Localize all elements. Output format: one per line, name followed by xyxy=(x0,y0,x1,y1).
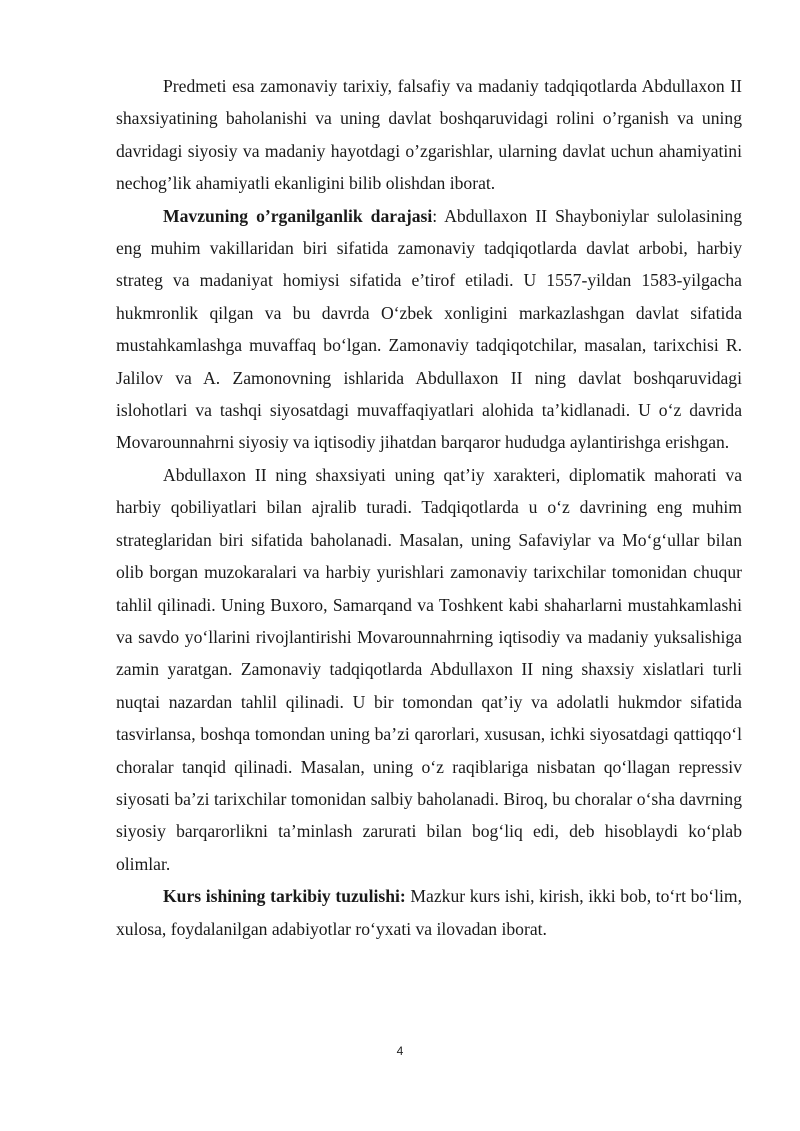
paragraph-research-degree xyxy=(116,200,742,459)
page-number: 4 xyxy=(396,1044,404,1058)
paragraph-personality xyxy=(116,459,742,880)
page-body xyxy=(116,70,742,945)
paragraph-text: : Abdullaxon II Shayboniylar sulolasining eng muhim vakillaridan biri sifatida zamonaviy tadqiqotlarda davlat arbobi, harbiy strateg va madaniyat homiysi sifatida e’tirof etiladi. U 1557-yildan 1583-yilgacha hukmronlik qilgan va bu davrda O‘zbek xonligini markazlashgan davlat sifatida mustahkamlashga muvaffaq bo‘lgan. Zamonaviy tadqiqotchilar, masalan, tarixchisi R. Jalilov va A. Zamonovning ishlarida Abdullaxon II ning davlat boshqaruvidagi islohotlari va tashqi siyosatdagi muvaffaqiyatlari alohida ta’kidlanadi. U o‘z davrida Movarounnahrni siyosiy va iqtisodiy jihatdan barqaror hududga aylantirishga erishgan. xyxy=(116,205,742,453)
paragraph-subject xyxy=(116,70,742,200)
section-heading-structure: Kurs ishining tarkibiy tuzulishi: xyxy=(163,886,406,907)
paragraph-text: Predmeti esa zamonaviy tarixiy, falsafiy va madaniy tadqiqotlarda Abdullaxon II shaxsiyatining baholanishi va uning davlat boshqaruvidagi rolini o’rganish va uning davridagi siyosiy va madaniy hayotdagi o’zgarishlar, ularning davlat uchun ahamiyatini nechog’lik ahamiyatli ekanligini bilib olishdan iborat. xyxy=(116,76,742,194)
section-heading-research-degree: Mavzuning o’rganilganlik darajasi xyxy=(163,205,433,226)
paragraph-structure xyxy=(116,880,742,945)
paragraph-text: Mazkur kurs ishi, kirish, ikki bob, to‘rt bo‘lim, xulosa, foydalanilgan adabiyotlar ro‘yxati va ilovadan iborat. xyxy=(116,886,742,939)
paragraph-text: Abdullaxon II ning shaxsiyati uning qat’iy xarakteri, diplomatik mahorati va harbiy qobiliyatlari bilan ajralib turadi. Tadqiqotlarda u o‘z davrining eng muhim strateglaridan biri sifatida baholanadi. Masalan, uning Safaviylar va Mo‘g‘ullar bilan olib borgan muzokaralari va harbiy yurishlari zamonaviy tarixchilar tomonidan chuqur tahlil qilinadi. Uning Buxoro, Samarqand va Toshkent kabi shaharlarni mustahkamlashi va savdo yo‘llarini rivojlantirishi Movarounnahrning iqtisodiy va madaniy yuksalishiga zamin yaratgan. Zamonaviy tadqiqotlarda Abdullaxon II ning shaxsiy xislatlari turli nuqtai nazardan tahlil qilinadi. U bir tomondan qat’iy va adolatli hukmdor sifatida tasvirlansa, boshqa tomondan uning ba’zi qarorlari, xususan, ichki siyosatdagi qattiqqo‘l choralar tanqid qilinadi. Masalan, uning o‘z raqiblariga nisbatan qo‘llagan repressiv siyosati ba’zi tarixchilar tomonidan salbiy baholanadi. Biroq, bu choralar o‘sha davrning siyosiy barqarorlikni ta’minlash zarurati bilan bog‘liq edi, deb hisoblaydi ko‘plab olimlar. xyxy=(116,464,742,874)
